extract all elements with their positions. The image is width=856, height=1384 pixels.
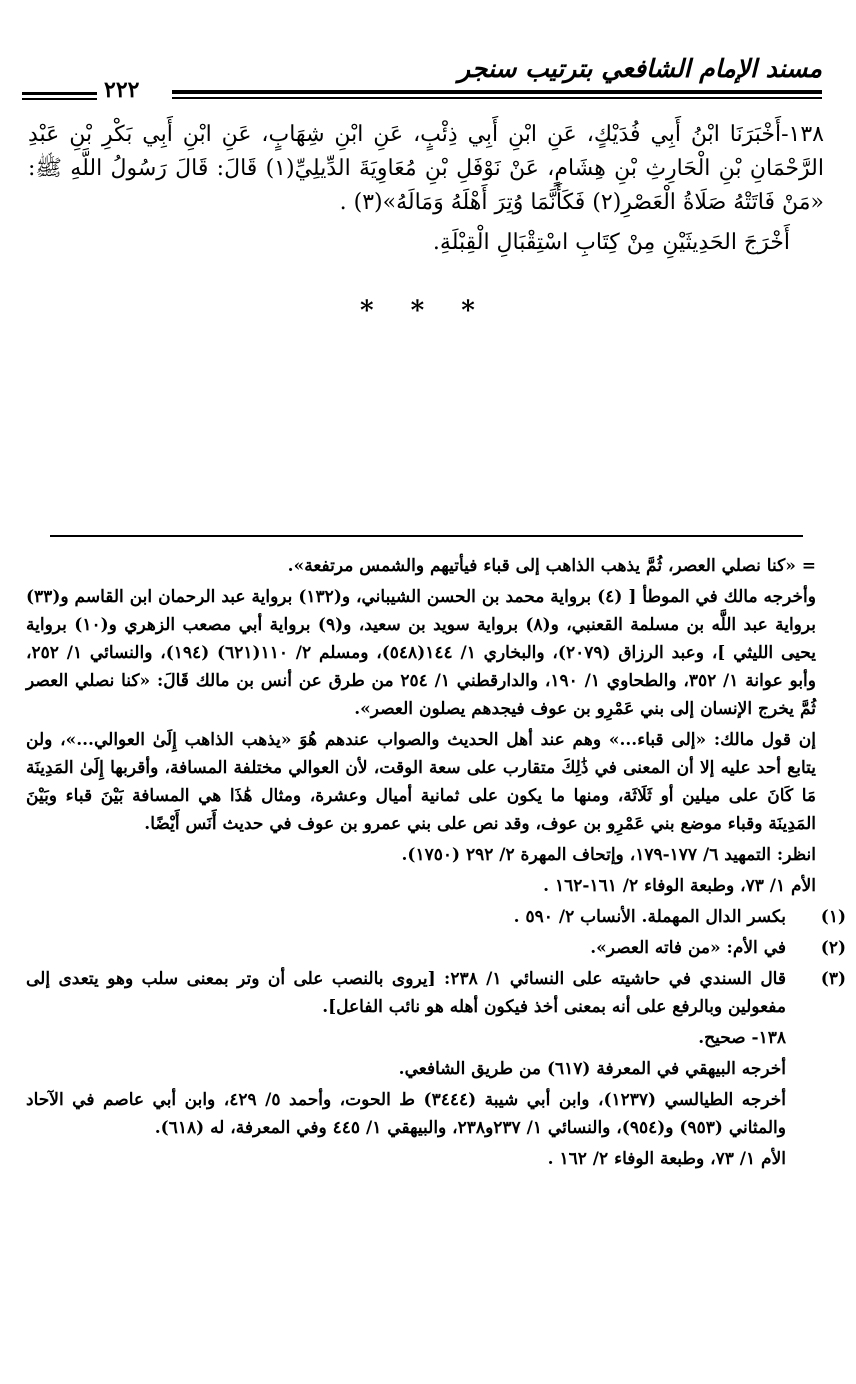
page-header: [22, 52, 822, 106]
header-rule-left: [22, 92, 97, 95]
takhrij-note: الأم ١/ ٧٣، وطبعة الوفاء ٢/ ١٦٢ .: [547, 1149, 786, 1169]
running-title: مسند الإمام الشافعي بترتيب سنجر: [458, 54, 822, 83]
section-separator: * * *: [360, 296, 489, 326]
footnote-3: [26, 965, 846, 1021]
footnote-divider: [50, 535, 803, 537]
header-rule: [172, 90, 822, 94]
header-rule-left-thin: [22, 98, 97, 100]
page-number: ٢٢٢: [104, 77, 140, 103]
footnote-reference: انظر: التمهيد ٦/ ١٧٧-١٧٩، وإتحاف المهرة ٢/ ٢٩٢ (١٧٥٠).: [401, 845, 816, 865]
footnote-text: في الأم: «من فاته العصر».: [590, 938, 786, 958]
hadith-text: ١٣٨-أَخْبَرَنَا ابْنُ أَبِي فُدَيْكٍ، عَنِ ابْنِ أَبِي ذِئْبٍ، عَنِ ابْنِ شِهَابٍ، عَنِ ابْنِ أَبِي بَكْرِ بْنِ عَبْدِ الرَّحْمَانِ بْنِ الْحَارِثِ بْنِ هِشَامٍ، عَنْ نَوْفَلِ بْنِ مُعَاوِيَةَ الدِّيلِيِّ(١) قَالَ: قَالَ رَسُولُ اللَّهِ ﷺ: «مَنْ فَاتَتْهُ صَلَاةُ الْعَصْرِ(٢) فَكَأَنَّمَا وُتِرَ أَهْلَهُ وَمَالَهُ»(٣) .: [28, 122, 824, 215]
footnote-number: (١): [820, 907, 846, 927]
header-rule-thin: [172, 97, 822, 99]
grading-title: ١٣٨- صحيح.: [698, 1028, 786, 1048]
footnotes: [26, 552, 846, 1176]
footnote-text: قال السندي في حاشيته على النسائي ١/ ٢٣٨: [يروى بالنصب على أن وتر بمعنى سلب وهو يتعدى إلى مفعولين وبالرفع على أنه بمعنى أخذ فيكون أهله هو نائب الفاعل].: [26, 969, 786, 1017]
takhrij-note: أخرجه الطيالسي (١٢٣٧)، وابن أبي شيبة (٣٤٤٤) ط الحوت، وأحمد ٥/ ٤٢٩، وابن أبي عاصم في الآحاد والمثاني (٩٥٣) و(٩٥٤)، والنسائي ١/ ٢٣٧و٢٣٨، والبيهقي ١/ ٤٤٥ وفي المعرفة، له (٦١٨).: [26, 1090, 786, 1138]
footnote-number: (٣): [820, 969, 846, 989]
takhrij-line: أَخْرَجَ الحَدِيثَيْنِ مِنْ كِتَابِ اسْتِقْبَالِ الْقِبْلَةِ.: [432, 230, 790, 255]
footnote-paragraph: إن قول مالك: «إلى قباء...» وهم عند أهل الحديث والصواب عندهم هُوَ «يذهب الذاهب إِلَىٰ العوالي...»، ولن يتابع أحد عليه إلا أن المعنى في ذَٰلِكَ متقارب على سعة الوقت، لأن العوالي مختلفة المسافة، وأقربها إِلَىٰ المَدِينَة مَا كَانَ على ميلين أو ثَلَاثَة، ومنها ما يكون على ثمانية أميال وعشرة، ومثال هَٰذَا هي المسافة بَيْنَ قباء وبَيْنَ المَدِينَة وقباء موضع بني عَمْرِو بن عوف، وقد نص على بني عمرو بن عوف في حديث أَنَس أَيْضًا.: [26, 730, 816, 834]
main-text: [28, 118, 828, 260]
footnote-reference: الأم ١/ ٧٣، وطبعة الوفاء ٢/ ١٦١-١٦٢ .: [543, 876, 816, 896]
footnote-continuation: = «كنا نصلي العصر، ثُمَّ يذهب الذاهب إلى قباء فيأتيهم والشمس مرتفعة».: [287, 556, 816, 576]
footnote-paragraph: وأخرجه مالك في الموطأ [ (٤) برواية محمد بن الحسن الشيباني، و(١٣٢) برواية عبد الرحمان ابن القاسم و(٣٣) برواية عبد اللَّه بن مسلمة القعنبي، و(٨) برواية سويد بن سعيد، و(٩) برواية أبي مصعب الزهري و(١٠) برواية يحيى الليثي ]، وعبد الرزاق (٢٠٧٩)، والبخاري ١/ ١٤٤(٥٤٨)، ومسلم ٢/ ١١٠(٦٢١) (١٩٤)، والنسائي ١/ ٢٥٢، وأبو عوانة ١/ ٣٥٢، والطحاوي ١/ ١٩٠، والدارقطني ١/ ٢٥٤ من طرق عن أنس بن مالك قَالَ: «كنا نصلي العصر ثُمَّ يخرج الإنسان إلى بني عَمْرِو بن عوف فيجدهم يصلون العصر».: [26, 587, 816, 719]
takhrij-note: أخرجه البيهقي في المعرفة (٦١٧) من طريق الشافعي.: [398, 1059, 786, 1079]
footnote-2: [26, 934, 846, 962]
footnote-1: [26, 903, 846, 931]
footnote-number: (٢): [820, 938, 846, 958]
footnote-text: بكسر الدال المهملة. الأنساب ٢/ ٥٩٠ .: [513, 907, 786, 927]
